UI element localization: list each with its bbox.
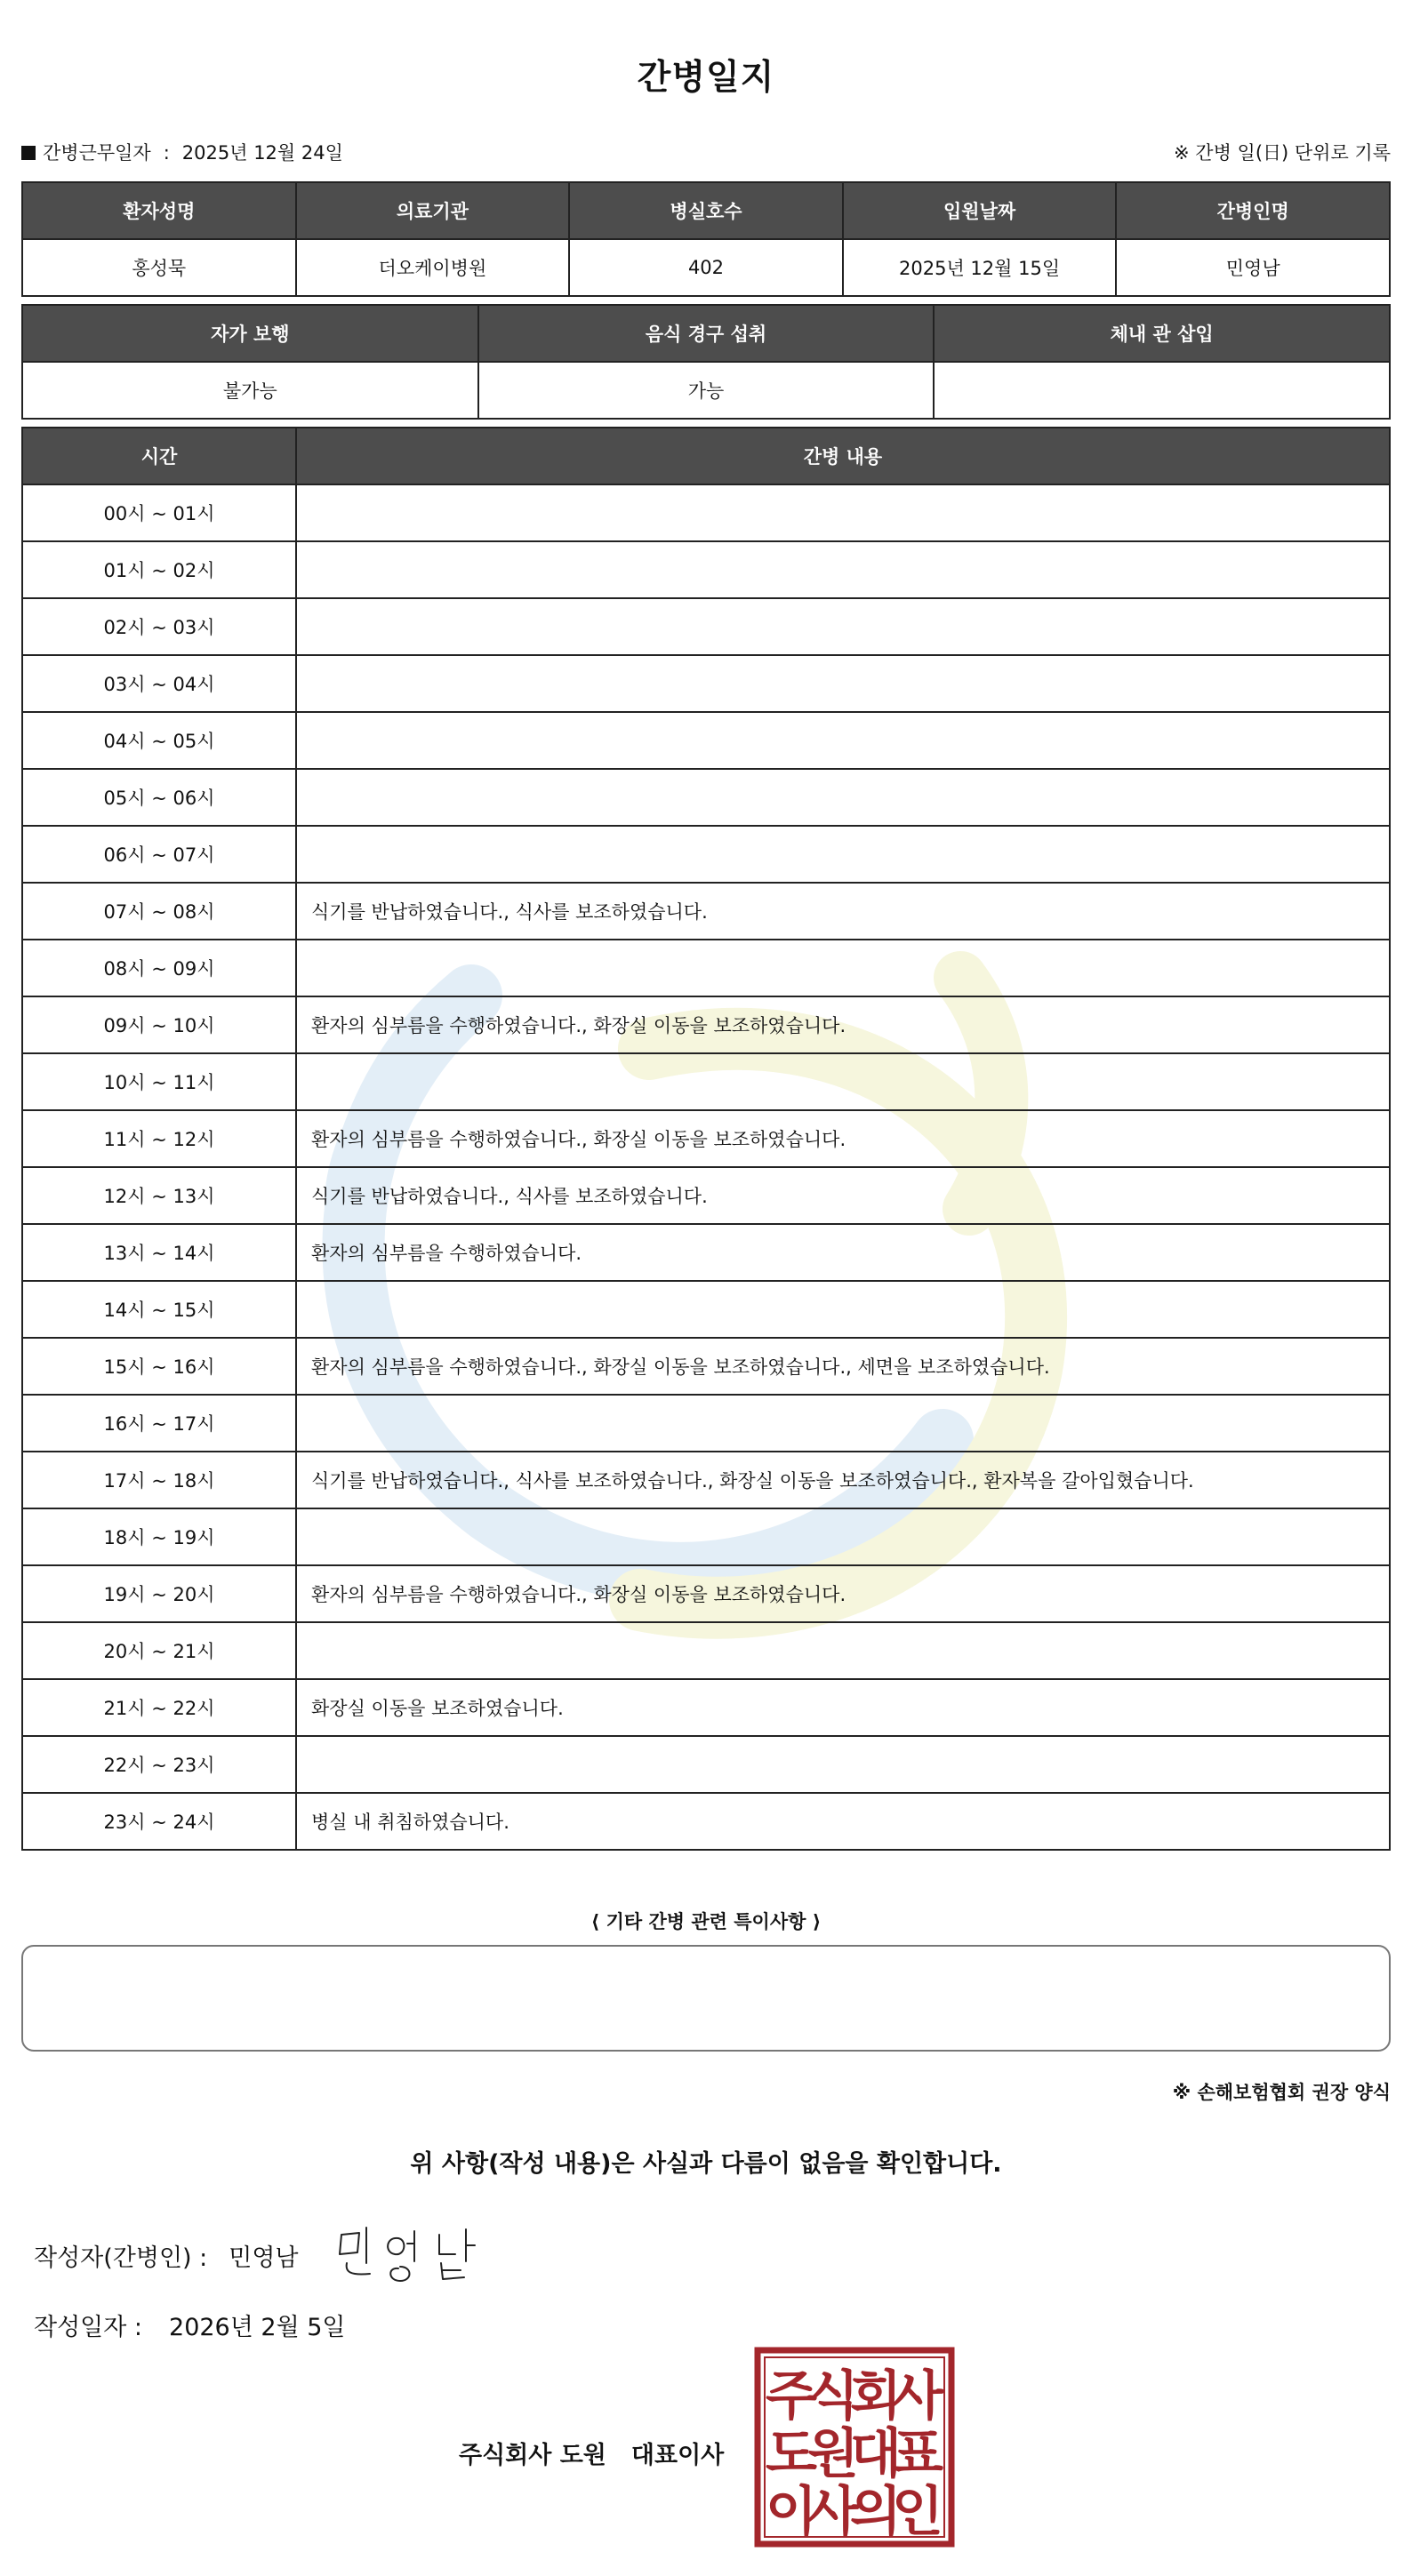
- care-content: [296, 1053, 1390, 1110]
- table-row: [22, 996, 1390, 1053]
- writer-row: [34, 2238, 299, 2273]
- room-number: 402: [569, 239, 843, 296]
- page-title: 간병일지: [637, 58, 775, 98]
- care-content: 화장실 이동을 보조하였습니다.: [296, 1679, 1390, 1736]
- time-slot: 14시 ~ 15시: [22, 1281, 296, 1338]
- table-row: [22, 1452, 1390, 1508]
- patient-info-table: [21, 181, 1391, 297]
- daily-record-note: ※ 간병 일(日) 단위로 기록: [1174, 142, 1391, 164]
- care-content: [296, 1622, 1390, 1679]
- table-row: [22, 1508, 1390, 1565]
- svg-text:사: 사: [892, 2365, 943, 2428]
- header-oral-intake: 음식 경구 섭취: [478, 305, 935, 362]
- table-row: [22, 1167, 1390, 1224]
- care-content: 환자의 심부름을 수행하였습니다., 화장실 이동을 보조하였습니다.: [296, 1565, 1390, 1622]
- header-caregiver-name: 간병인명: [1116, 182, 1390, 239]
- hourly-care-log-table: [21, 427, 1391, 1851]
- time-slot: 09시 ~ 10시: [22, 996, 296, 1053]
- svg-text:의: 의: [850, 2481, 902, 2543]
- time-slot: 15시 ~ 16시: [22, 1338, 296, 1395]
- care-content: [296, 769, 1390, 826]
- svg-text:식: 식: [807, 2365, 859, 2428]
- care-content: 병실 내 취침하였습니다.: [296, 1793, 1390, 1850]
- care-content: [296, 484, 1390, 541]
- table-row: [22, 1110, 1390, 1167]
- header-time: 시간: [22, 428, 296, 484]
- table-row: [22, 1281, 1390, 1338]
- handwritten-signature: [336, 2222, 496, 2284]
- company-representative: [459, 2436, 724, 2470]
- table-row: [22, 712, 1390, 769]
- header-patient-name: 환자성명: [22, 182, 296, 239]
- written-date-row: [34, 2308, 346, 2342]
- tube-insertion-value: [934, 362, 1390, 419]
- care-content: [296, 712, 1390, 769]
- table-row: [22, 484, 1390, 541]
- table-row: [22, 541, 1390, 598]
- svg-text:원: 원: [807, 2423, 859, 2485]
- time-slot: 04시 ~ 05시: [22, 712, 296, 769]
- table-row: [22, 655, 1390, 712]
- work-date-label: 간병근무일자: [43, 142, 151, 164]
- table-row: [22, 1565, 1390, 1622]
- care-content: 환자의 심부름을 수행하였습니다., 화장실 이동을 보조하였습니다.: [296, 996, 1390, 1053]
- writer-name: 민영남: [229, 2244, 299, 2272]
- time-slot: 13시 ~ 14시: [22, 1224, 296, 1281]
- time-slot: 02시 ~ 03시: [22, 598, 296, 655]
- svg-text:도: 도: [766, 2423, 817, 2485]
- table-row: [22, 1395, 1390, 1452]
- time-slot: 17시 ~ 18시: [22, 1452, 296, 1508]
- time-slot: 12시 ~ 13시: [22, 1167, 296, 1224]
- header-tube-insertion: 체내 관 삽입: [934, 305, 1390, 362]
- svg-text:인: 인: [892, 2481, 943, 2543]
- patient-status-header-row: [22, 305, 1390, 362]
- svg-text:이: 이: [766, 2481, 817, 2543]
- care-content: [296, 1395, 1390, 1452]
- time-slot: 22시 ~ 23시: [22, 1736, 296, 1793]
- time-slot: 18시 ~ 19시: [22, 1508, 296, 1565]
- table-row: [22, 883, 1390, 940]
- care-content: [296, 1508, 1390, 1565]
- work-date-row: [21, 139, 1391, 169]
- care-content: 식기를 반납하였습니다., 식사를 보조하였습니다., 화장실 이동을 보조하였습니다., 환자복을 갈아입혔습니다.: [296, 1452, 1390, 1508]
- table-row: [22, 1793, 1390, 1850]
- table-row: [22, 598, 1390, 655]
- time-slot: 07시 ~ 08시: [22, 883, 296, 940]
- care-content: [296, 826, 1390, 883]
- time-slot: 01시 ~ 02시: [22, 541, 296, 598]
- table-row: [22, 1053, 1390, 1110]
- table-row: [22, 1338, 1390, 1395]
- table-row: [22, 826, 1390, 883]
- writer-label: 작성자(간병인) :: [34, 2244, 208, 2272]
- admission-date: 2025년 12월 15일: [843, 239, 1117, 296]
- svg-text:회: 회: [850, 2365, 902, 2428]
- special-notes-title: ⟨ 기타 간병 관련 특이사항 ⟩: [590, 1911, 822, 1932]
- care-content: 식기를 반납하였습니다., 식사를 보조하였습니다.: [296, 883, 1390, 940]
- time-slot: 20시 ~ 21시: [22, 1622, 296, 1679]
- time-slot: 10시 ~ 11시: [22, 1053, 296, 1110]
- form-source-note: ※ 손해보험협회 권장 양식: [1172, 2082, 1391, 2103]
- written-date-label: 작성일자 :: [34, 2314, 143, 2341]
- patient-name: 홍성묵: [22, 239, 296, 296]
- patient-info-value-row: [22, 239, 1390, 296]
- work-date-separator: :: [163, 142, 170, 164]
- header-care-content: 간병 내용: [296, 428, 1390, 484]
- representative-title: 대표이사: [630, 2442, 725, 2469]
- header-hospital: 의료기관: [296, 182, 570, 239]
- work-date: [21, 139, 343, 165]
- time-slot: 19시 ~ 20시: [22, 1565, 296, 1622]
- patient-status-table: [21, 304, 1391, 420]
- time-slot: 11시 ~ 12시: [22, 1110, 296, 1167]
- time-slot: 23시 ~ 24시: [22, 1793, 296, 1850]
- special-notes-box: [21, 1945, 1391, 2052]
- care-log-header-row: [22, 428, 1390, 484]
- care-content: [296, 541, 1390, 598]
- header-room-number: 병실호수: [569, 182, 843, 239]
- table-row: [22, 1224, 1390, 1281]
- svg-text:주: 주: [766, 2365, 817, 2428]
- svg-text:표: 표: [892, 2423, 943, 2485]
- patient-status-value-row: [22, 362, 1390, 419]
- header-admission-date: 입원날짜: [843, 182, 1117, 239]
- time-slot: 06시 ~ 07시: [22, 826, 296, 883]
- care-content: [296, 598, 1390, 655]
- time-slot: 16시 ~ 17시: [22, 1395, 296, 1452]
- work-date-value: 2025년 12월 24일: [181, 142, 343, 164]
- care-content: 환자의 심부름을 수행하였습니다., 화장실 이동을 보조하였습니다.: [296, 1110, 1390, 1167]
- table-row: [22, 1736, 1390, 1793]
- care-content: [296, 1281, 1390, 1338]
- time-slot: 03시 ~ 04시: [22, 655, 296, 712]
- care-content: 환자의 심부름을 수행하였습니다., 화장실 이동을 보조하였습니다., 세면을 보조하였습니다.: [296, 1338, 1390, 1395]
- care-content: 환자의 심부름을 수행하였습니다.: [296, 1224, 1390, 1281]
- header-self-walking: 자가 보행: [22, 305, 478, 362]
- svg-text:사: 사: [807, 2481, 859, 2543]
- time-slot: 00시 ~ 01시: [22, 484, 296, 541]
- company-name: 주식회사 도원: [459, 2442, 606, 2469]
- table-row: [22, 769, 1390, 826]
- hospital-name: 더오케이병원: [296, 239, 570, 296]
- time-slot: 21시 ~ 22시: [22, 1679, 296, 1736]
- care-content: [296, 1736, 1390, 1793]
- written-date-value: 2026년 2월 5일: [169, 2314, 346, 2341]
- table-row: [22, 1679, 1390, 1736]
- company-seal-stamp: [754, 2347, 955, 2548]
- care-content: [296, 940, 1390, 996]
- oral-intake-value: 가능: [478, 362, 935, 419]
- table-row: [22, 1622, 1390, 1679]
- self-walking-value: 불가능: [22, 362, 478, 419]
- care-content: 식기를 반납하였습니다., 식사를 보조하였습니다.: [296, 1167, 1390, 1224]
- care-content: [296, 655, 1390, 712]
- time-slot: 08시 ~ 09시: [22, 940, 296, 996]
- black-square-icon: [21, 146, 36, 160]
- svg-text:대: 대: [850, 2423, 902, 2485]
- table-row: [22, 940, 1390, 996]
- patient-info-header-row: [22, 182, 1390, 239]
- caregiver-name: 민영남: [1116, 239, 1390, 296]
- time-slot: 05시 ~ 06시: [22, 769, 296, 826]
- confirmation-statement: 위 사항(작성 내용)은 사실과 다름이 없음을 확인합니다.: [410, 2150, 1002, 2178]
